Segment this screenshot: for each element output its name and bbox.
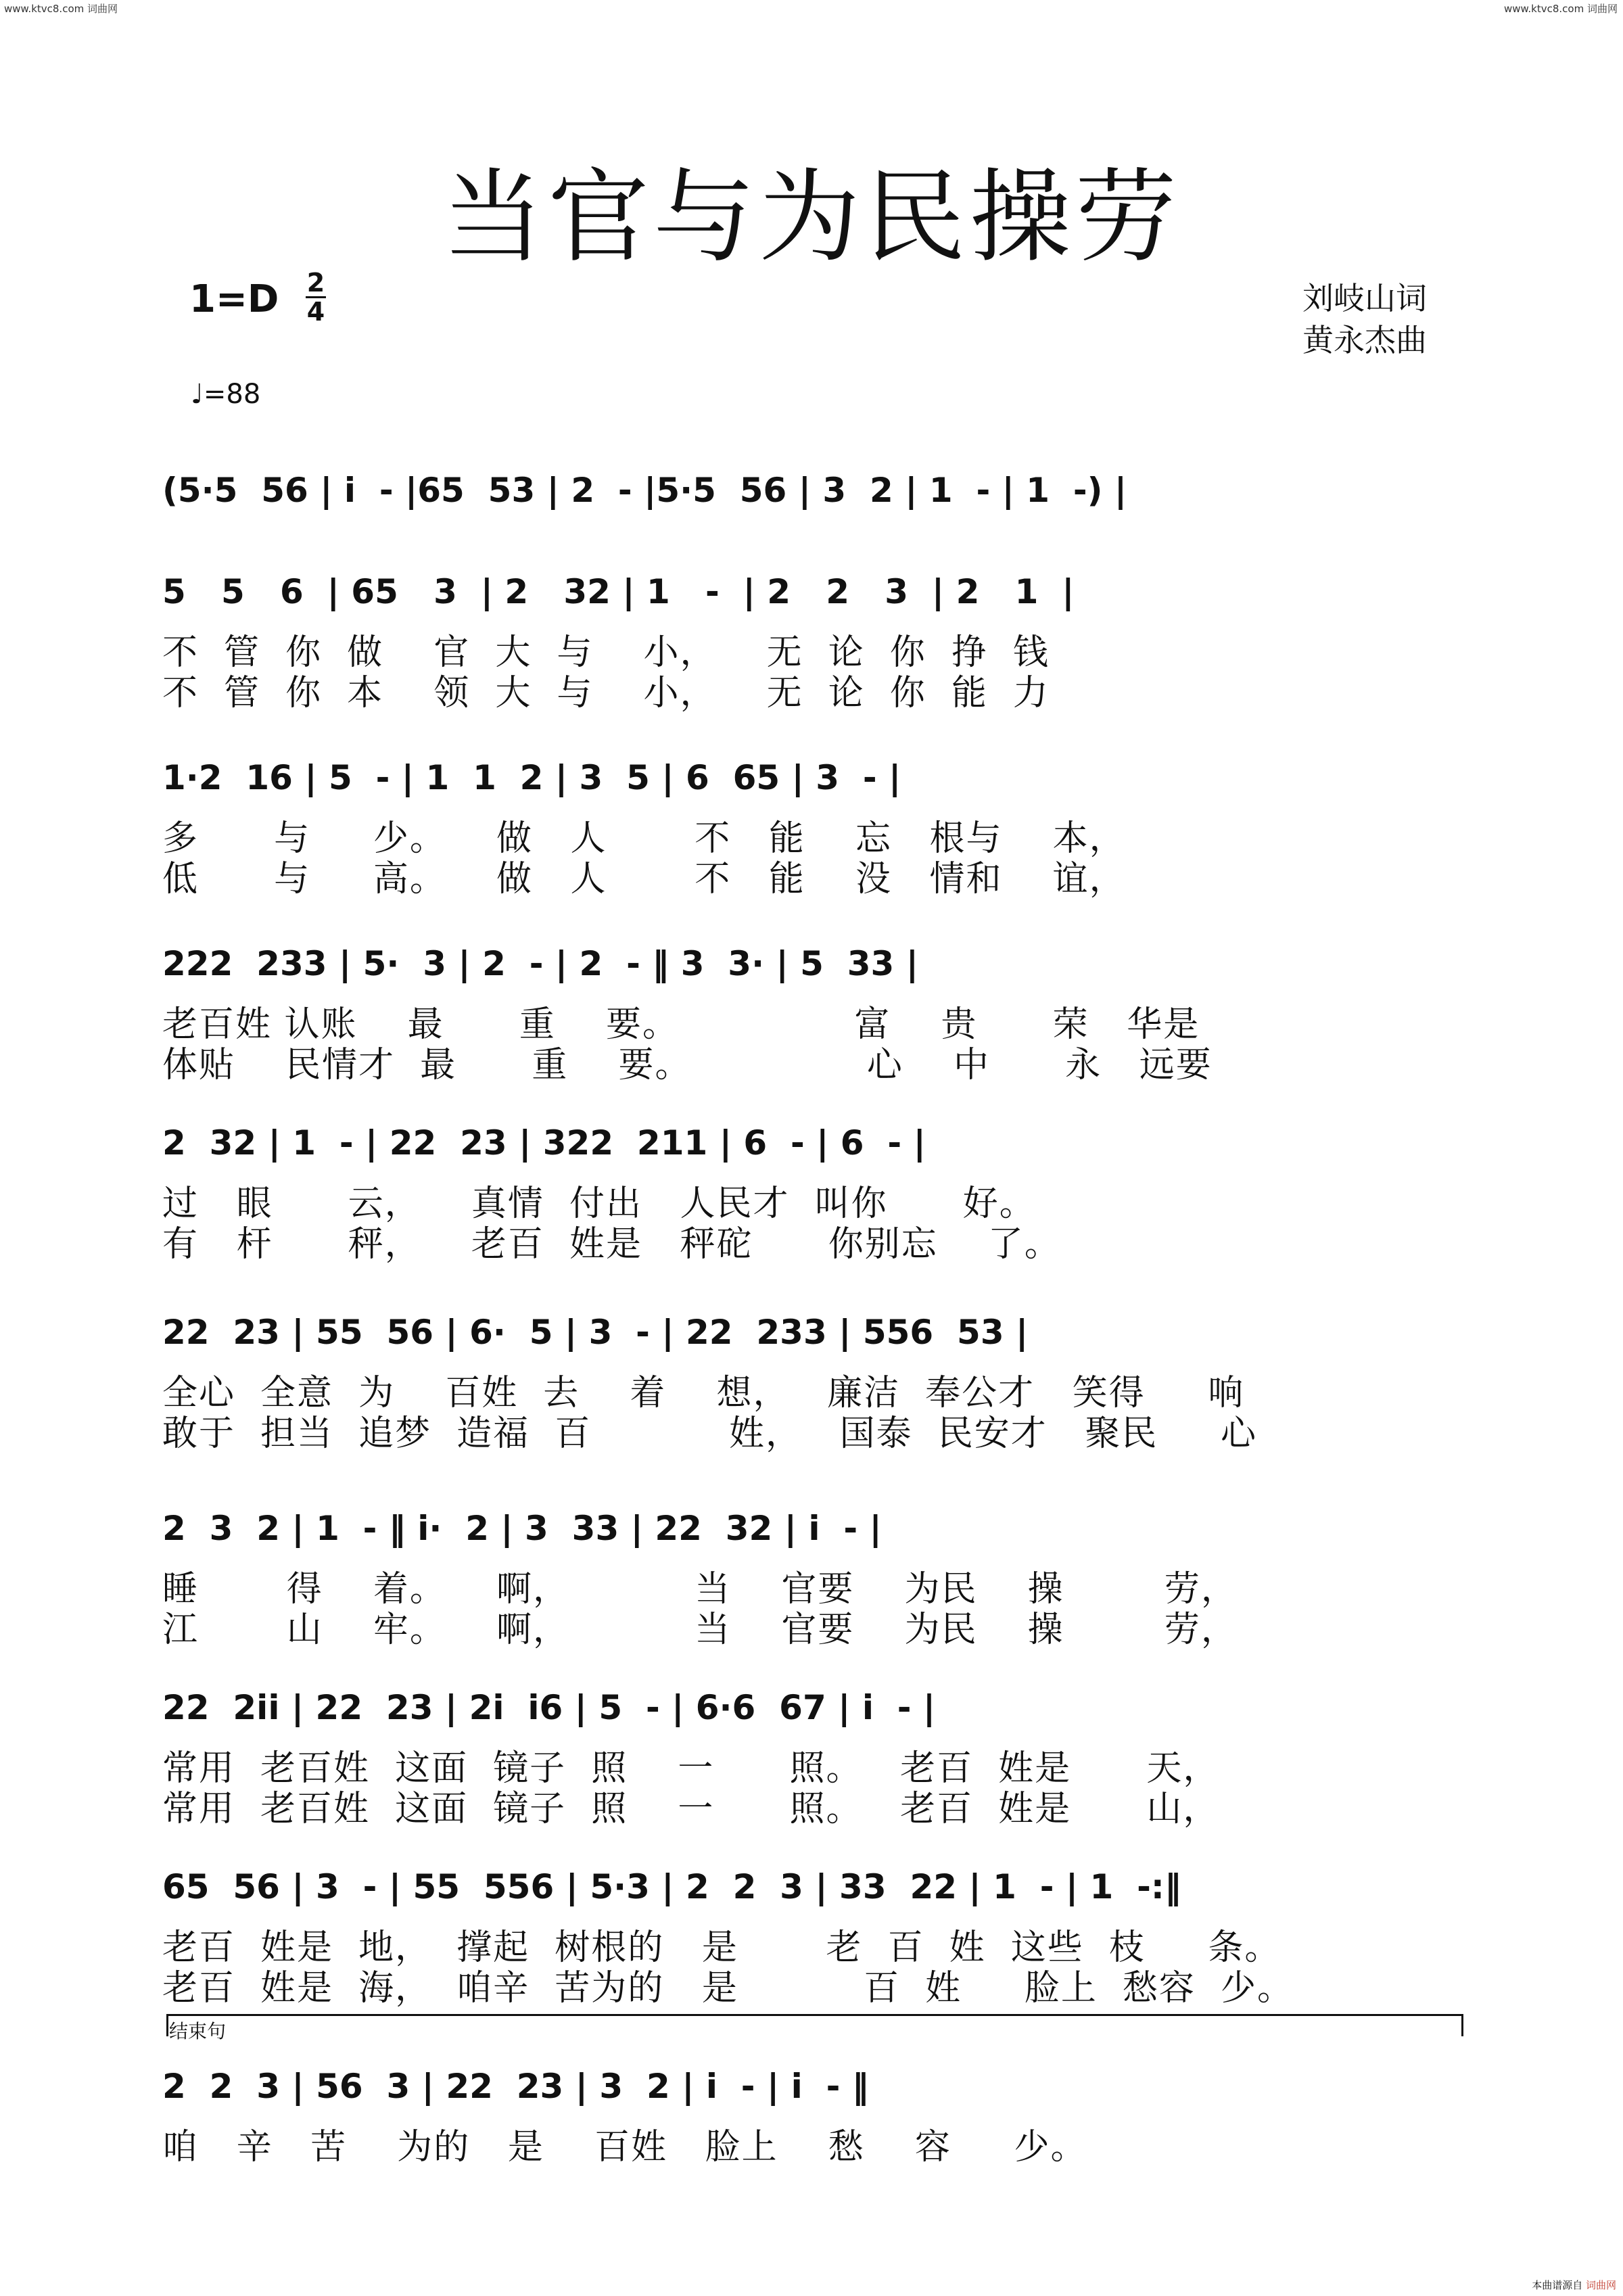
notes: 2 3 2 | 1 - ‖ i· 2 | 3 33 | 22 32 | i - | bbox=[162, 1509, 882, 1548]
song-title: 当官与为民操劳 bbox=[442, 159, 1181, 277]
lyric-verse-1: 老百 姓是 地， 撑起 树根的 是 老 百 姓 这些 枝 条。 bbox=[162, 1927, 1281, 1968]
time-signature-bottom: 4 bbox=[306, 297, 325, 327]
lyric-verse-2: 有 杆 秤， 老百 姓是 秤砣 你别忘 了。 bbox=[162, 1224, 1061, 1265]
watermark-left: www.ktvc8.com 词曲网 bbox=[4, 3, 118, 15]
lyric-verse-1: 全心 全意 为 百姓 去 着 想， 廉洁 奉公才 笑得 响 bbox=[162, 1373, 1245, 1413]
time-signature bbox=[306, 269, 326, 325]
lyric-verse-1: 老百姓 认账 最 重 要。 富 贵 荣 华是 bbox=[162, 1004, 1200, 1045]
notes: 2 2 3 | 56 3 | 22 23 | 3 2 | i - | i - ‖ bbox=[162, 2067, 869, 2106]
notes: 5 5 6 | 65 3 | 2 32 | 1 - | 2 2 3 | 2 1 | bbox=[162, 572, 1075, 611]
composer: 黄永杰曲 bbox=[1302, 322, 1427, 358]
lyric-verse-2: 常用 老百姓 这面 镜子 照 一 照。 老百 姓是 山， bbox=[162, 1789, 1220, 1829]
lyric-verse-1: 不 管 你 做 官 大 与 小， 无 论 你 挣 钱 bbox=[162, 632, 1050, 673]
footer bbox=[1532, 2278, 1616, 2292]
notes: 2 32 | 1 - | 22 23 | 322 211 | 6 - | 6 - | bbox=[162, 1123, 926, 1163]
notes: 1·2 16 | 5 - | 1 1 2 | 3 5 | 6 65 | 3 - | bbox=[162, 758, 901, 797]
notes: (5·5 56 | i - |65 53 | 2 - |5·5 56 | 3 2 | 1 - | 1 -) | bbox=[162, 471, 1127, 510]
footer-brand: 词曲网 bbox=[1585, 2279, 1616, 2291]
ending-label: 结束句 bbox=[169, 2020, 227, 2042]
notes: 65 56 | 3 - | 55 556 | 5·3 | 2 2 3 | 33 22 | 1 - | 1 -:‖ bbox=[162, 1867, 1181, 1906]
notes: 22 23 | 55 56 | 6· 5 | 3 - | 22 233 | 556 53 | bbox=[162, 1313, 1029, 1352]
lyric-verse-2: 低 与 高。 做 人 不 能 没 情和 谊， bbox=[162, 859, 1126, 899]
notes: 22 2ii | 22 23 | 2i i6 | 5 - | 6·6 67 | i - | bbox=[162, 1688, 936, 1727]
lyric-verse-1: 多 与 少。 做 人 不 能 忘 根与 本， bbox=[162, 818, 1126, 859]
lyric-verse-2: 不 管 你 本 领 大 与 小， 无 论 你 能 力 bbox=[162, 673, 1050, 713]
ending-bracket bbox=[166, 2014, 1463, 2036]
notes: 222 233 | 5· 3 | 2 - | 2 - ‖ 3 3· | 5 33 | bbox=[162, 944, 919, 983]
tempo-marking: ♩=88 bbox=[191, 379, 261, 410]
time-signature-top: 2 bbox=[306, 268, 325, 298]
key-signature: 1=D bbox=[189, 277, 279, 321]
lyric-verse-1: 过 眼 云， 真情 付出 人民才 叫你 好。 bbox=[162, 1184, 1036, 1224]
lyric-verse-1: 咱 辛 苦 为的 是 百姓 脸上 愁 容 少。 bbox=[162, 2127, 1087, 2168]
lyric-verse-1: 睡 得 着。 啊， 当 官要 为民 操 劳， bbox=[162, 1569, 1238, 1610]
lyricist: 刘岐山词 bbox=[1302, 280, 1427, 317]
lyric-verse-1: 常用 老百姓 这面 镜子 照 一 照。 老百 姓是 天， bbox=[162, 1748, 1220, 1789]
lyric-verse-2: 体贴 民情才 最 重 要。 心 中 永 远要 bbox=[162, 1045, 1213, 1085]
lyric-verse-2: 敢于 担当 追梦 造福 百 姓， 国泰 民安才 聚民 心 bbox=[162, 1413, 1257, 1454]
watermark-right: www.ktvc8.com 词曲网 bbox=[1503, 3, 1618, 15]
lyric-verse-2: 江 山 牢。 啊， 当 官要 为民 操 劳， bbox=[162, 1610, 1238, 1650]
credits bbox=[1302, 277, 1427, 361]
lyric-verse-2: 老百 姓是 海， 咱辛 苦为的 是 百 姓 脸上 愁容 少。 bbox=[162, 1968, 1294, 2009]
footer-text: 本曲谱源自 bbox=[1532, 2279, 1583, 2291]
